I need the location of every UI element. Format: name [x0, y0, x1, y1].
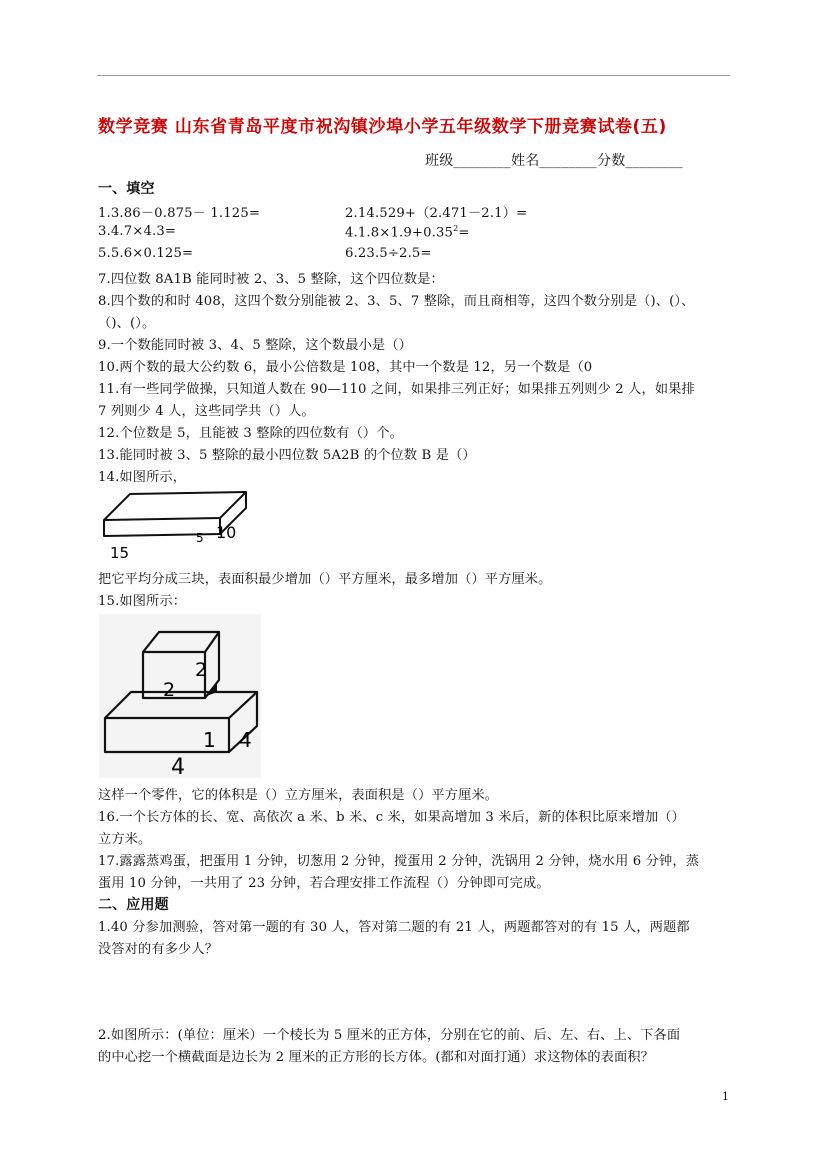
cube-depth-label: 2: [195, 659, 208, 681]
question-8-line-1: 8.四个数的和时 408，这四个数分别能被 2、3、5、7 整除，而且商相等，这四个数分别是（)、(）、: [98, 294, 695, 309]
page-number: 1: [722, 1090, 729, 1103]
application-2-line-2: 的中心挖一个横截面是边长为 2 厘米的正方形的长方体。(都和对面打通）求这物体的表面积？: [98, 1050, 655, 1065]
question-11-line-1: 11.有一些同学做操，只知道人数在 90—110 之间，如果排三列正好；如果排五列则少 2 人，如果排: [98, 382, 695, 397]
cuboid-figure: [100, 484, 250, 564]
application-1-line-2: 没答对的有多少人？: [98, 942, 219, 957]
question-16-line-2: 立方米。: [98, 832, 152, 847]
question-17-line-1: 17.露露蒸鸡蛋，把蛋用 1 分钟，切葱用 2 分钟，搅蛋用 2 分钟，洗锅用 2 分钟，烧水用 6 分钟，蒸: [98, 854, 700, 869]
page-title: 数学竞赛 山东省青岛平度市祝沟镇沙埠小学五年级数学下册竞赛试卷(五): [98, 117, 667, 137]
stacked-solid-figure: [99, 614, 261, 778]
question-4-base: 4.1.8×1.9+0.35: [345, 225, 454, 241]
question-7: 7.四位数 8A1B 能同时被 2、3、5 整除，这个四位数是：: [98, 272, 444, 287]
cuboid-height-label: 10: [216, 523, 237, 542]
slab-height-label: 1: [203, 728, 216, 752]
application-2-line-1: 2.如图所示：(单位：厘米）一个棱长为 5 厘米的正方体，分别在它的前、后、左、右、上、下各面: [98, 1028, 681, 1043]
question-6: 6.23.5÷2.5=: [345, 246, 432, 261]
question-12: 12.个位数是 5，且能被 3 整除的四位数有（）个。: [98, 426, 403, 441]
application-1-line-1: 1.40 分参加测验，答对第一题的有 30 人，答对第二题的有 21 人，两题都答对的有 15 人，两题都: [98, 920, 690, 935]
question-15: 15.如图所示：: [98, 594, 187, 609]
question-2: 2.14.529+（2.471－2.1）=: [345, 206, 528, 221]
class-name-score-line: 班级________姓名________分数________: [425, 153, 683, 169]
header-rule: [97, 75, 730, 76]
question-8-line-2: （)、(）。: [98, 316, 156, 331]
question-4: [345, 224, 470, 240]
cuboid-length-label: 15: [110, 544, 130, 562]
question-3: 3.4.7×4.3=: [98, 224, 177, 239]
section-fill-in-heading: 一、填空: [98, 181, 155, 197]
question-10: 10.两个数的最大公约数 6，最小公倍数是 108，其中一个数是 12，另一个数是（0: [98, 360, 593, 375]
question-16-line-1: 16.一个长方体的长、宽、高依次 a 米、b 米、c 米，如果高增加 3 米后，新的体积比原来增加（）: [98, 810, 685, 825]
cuboid-width-label: 5: [196, 531, 204, 545]
question-9: 9.一个数能同时被 3、4、5 整除，这个数最小是（）: [98, 338, 412, 353]
section-application-heading: 二、应用题: [98, 897, 169, 913]
question-13: 13.能同时被 3、5 整除的最小四位数 5A2B 的个位数 B 是（）: [98, 448, 476, 463]
question-5: 5.5.6×0.125=: [98, 246, 194, 261]
question-4-exponent: 2: [453, 224, 459, 233]
question-17-line-2: 蛋用 10 分钟，一共用了 23 分钟，若合理安排工作流程（）分钟即可完成。: [98, 876, 550, 891]
question-15-tail: 这样一个零件，它的体积是（）立方厘米，表面积是（）平方厘米。: [98, 788, 499, 803]
cube-width-label: 2: [163, 679, 176, 701]
slab-length-label: 4: [171, 755, 185, 778]
question-14-tail: 把它平均分成三块，表面积最少增加（）平方厘米，最多增加（）平方厘米。: [98, 572, 552, 587]
question-1: 1.3.86－0.875－ 1.125=: [98, 206, 261, 221]
slab-depth-label: 4: [239, 728, 252, 752]
question-4-tail: =: [458, 225, 470, 241]
question-14: 14.如图所示，: [98, 470, 187, 485]
question-11-line-2: 7 列则少 4 人，这些同学共（）人。: [98, 404, 315, 419]
